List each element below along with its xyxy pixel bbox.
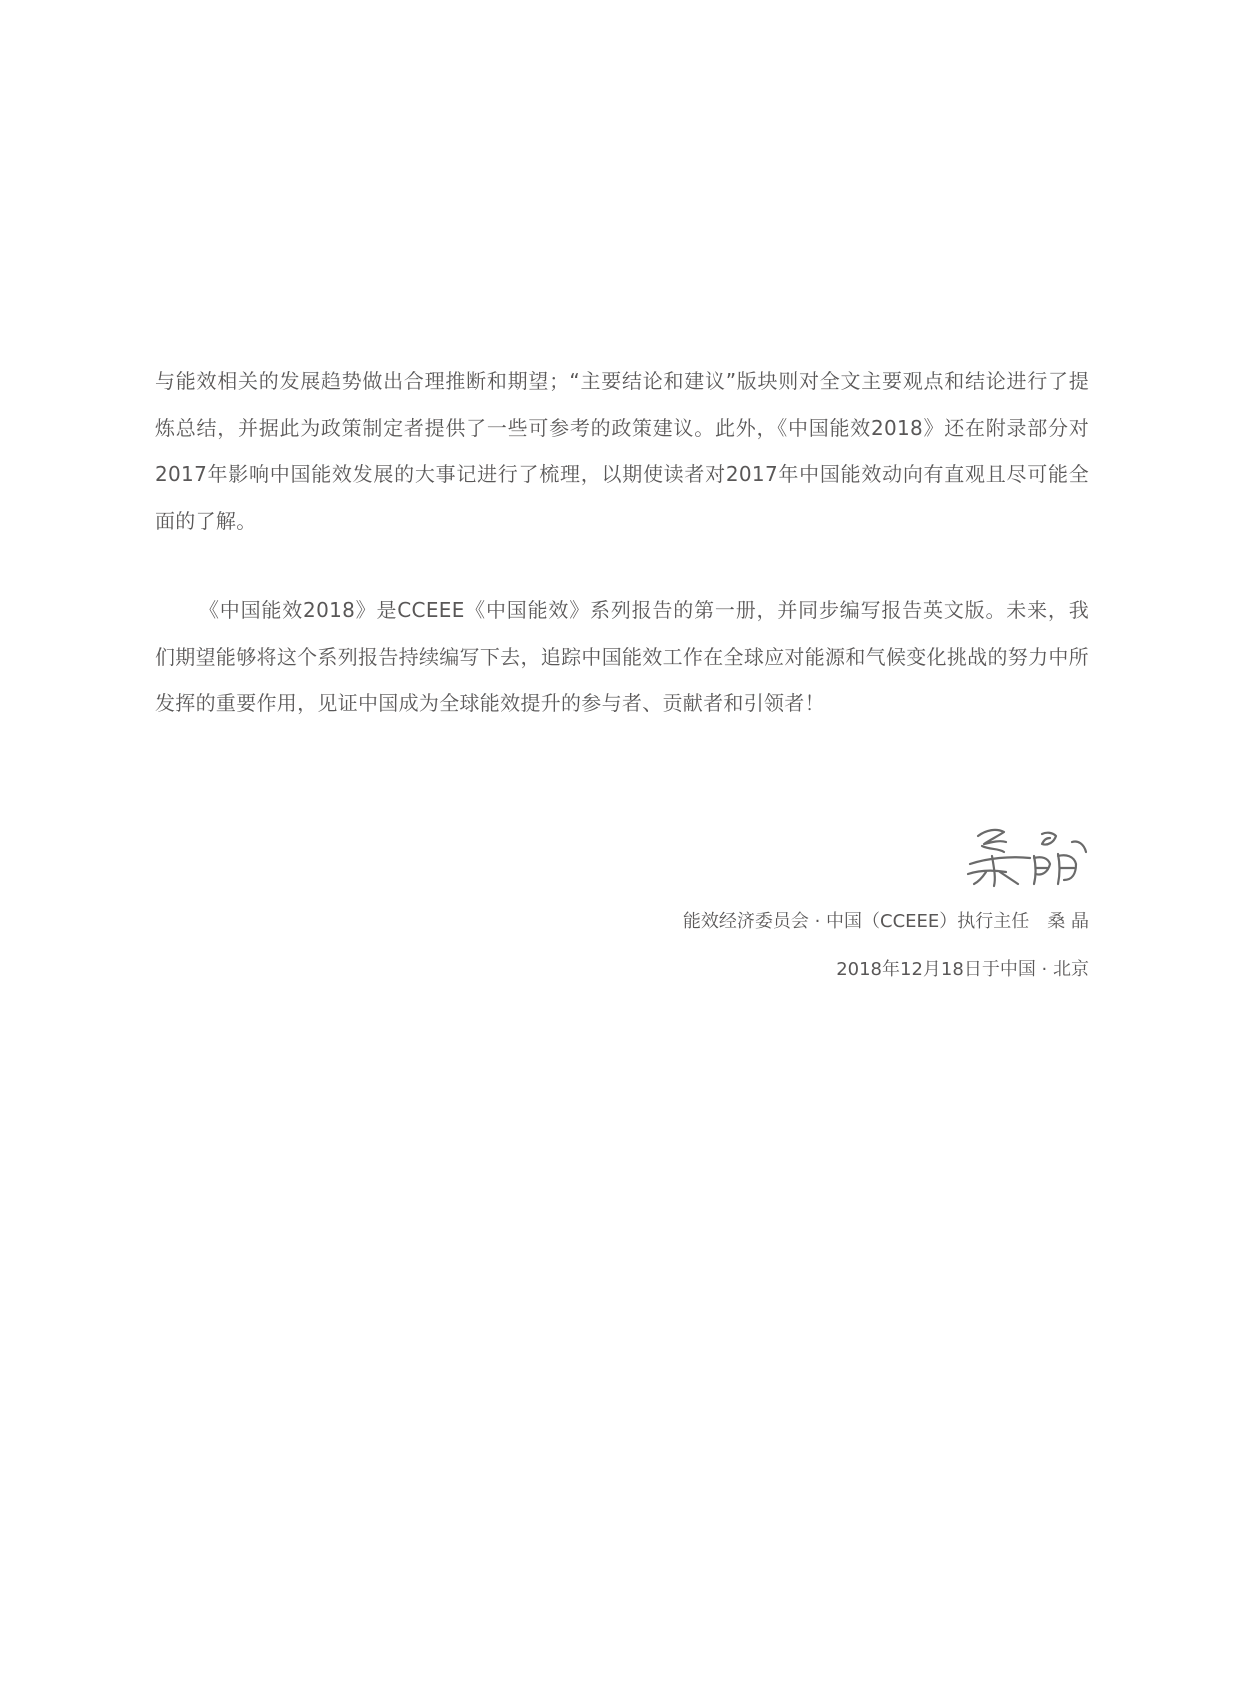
body-paragraph: 与能效相关的发展趋势做出合理推断和期望；“主要结论和建议”版块则对全文主要观点和结论进行了提炼总结，并据此为政策制定者提供了一些可参考的政策建议。此外，《中国能效2018》还在附录部分对2017年影响中国能效发展的大事记进行了梳理，以期使读者对2017年中国能效动向有直观且尽可能全面的了解。: [155, 369, 1089, 533]
signatory-organization-title: 能效经济委员会 · 中国（CCEEE）执行主任 桑 晶: [682, 911, 1089, 932]
signature-date-place: 2018年12月18日于中国 · 北京: [836, 959, 1089, 980]
handwritten-signature: [960, 822, 1095, 892]
body-paragraph: 《中国能效2018》是CCEEE《中国能效》系列报告的第一册，并同步编写报告英文版。未来，我们期望能够将这个系列报告持续编写下去，追踪中国能效工作在全球应对能源和气候变化挑战的努力中所发挥的重要作用，见证中国成为全球能效提升的参与者、贡献者和引领者！: [155, 598, 1089, 715]
